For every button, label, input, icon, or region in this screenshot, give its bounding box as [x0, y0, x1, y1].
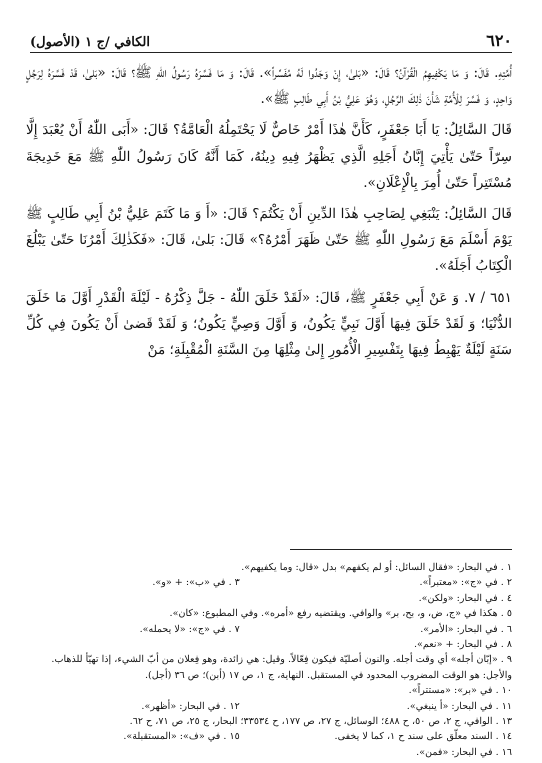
page-header	[30, 28, 512, 53]
footnote: ٥ . هكذا في «ج، ض، و، بح، بر» والوافي. ويقتضيه رفع «أمره». وفي المطبوع: «كان».	[169, 608, 512, 620]
footnote-row	[26, 745, 512, 760]
footnote: ٦ . في البحار: «الأمر».	[420, 623, 512, 635]
footnote-row	[26, 714, 512, 729]
footnote: ٧ . في «ج»: «لا يحمله».	[139, 623, 240, 635]
footnote: ١٦ . في البحار: «فمن».	[416, 746, 512, 758]
footnote: ١٤ . السند معلّق على سند ح ١، كما لا يخفى.	[334, 731, 512, 743]
footnote: ٣ . في «ب»: + «و».	[152, 577, 240, 589]
footnote: ١٥ . في «ف»: «المستقبلة».	[123, 731, 240, 743]
footnote-row	[26, 560, 512, 575]
footnote-row	[26, 683, 512, 698]
footnote-row	[26, 699, 512, 714]
paragraph: قَالَ السَّائِلُ: يَنْبَغِي لِصَاحِبِ هٰذَا الدِّينِ أَنْ يَكْتُمَ؟ قَالَ: «أَ وَ مَا كَتَمَ عَلِيُّ بْنُ أَبِي طَالِبٍ ﷺ يَوْمَ أَسْلَمَ مَعَ رَسُولِ اللّٰهِ ﷺ حَتّىٰ ظَهَرَ أَمْرُهُ؟» قَالَ: بَلىٰ، قَالَ: «فَكَذٰلِكَ أَمْرُنَا حَتّىٰ يَبْلُغَ الْكِتَابُ أَجَلَهُ».	[26, 206, 512, 275]
footnote-row	[26, 575, 512, 590]
main-text	[26, 60, 512, 363]
footnote: ٤ . في البحار: «ولكن».	[418, 592, 512, 604]
footnote-row	[26, 637, 512, 652]
footnote: ٨ . في البحار: + «نعم».	[413, 639, 512, 651]
footnotes	[26, 560, 512, 760]
footnote-row	[26, 606, 512, 621]
footnote: ١٣ . الوافي، ج ٢، ص ٥٠، ح ٤٨٨؛ الوسائل، ج ٢٧، ص ١٧٧، ح ٣٣٥٣٤؛ البحار، ج ٢٥، ص ٧١، ح ٦٢.	[129, 716, 512, 728]
footnote: ١ . في البحار: «فقال السائل: أو لم يكفهم» بدل «قال: وما يكفيهم».	[241, 562, 512, 573]
footnote-divider	[290, 549, 512, 550]
footnote: ١٠ . في «بر»: «مستتراً».	[408, 685, 512, 697]
page-number: ٦٢٠	[486, 31, 512, 50]
footnote-row	[26, 652, 512, 683]
paragraph: ٦٥١ / ٧. وَ عَنْ أَبِي جَعْفَرٍ ﷺ، قَالَ: «لَقَدْ خَلَقَ اللّٰهُ - جَلَّ ذِكْرُهُ - لَيْلَةَ الْقَدْرِ أَوَّلَ مَا خَلَقَ الدُّنْيَا؛ وَ لَقَدْ خَلَقَ فِيهَا أَوَّلَ نَبِيٍّ يَكُونُ، وَ أَوَّلَ وَصِيٍّ يَكُونُ؛ وَ لَقَدْ قَضىٰ أَنْ يَكُونَ فِي كُلِّ سَنَةٍ لَيْلَةٌ يَهْبِطُ فِيهَا بِتَفْسِيرِ الْأُمُورِ إِلىٰ مِثْلِهَا مِنَ السَّنَةِ الْمُقْبِلَةِ؛ مَنْ	[26, 289, 512, 359]
paragraph: أُمَّتِهِ. قَالَ: وَ مَا يَكْفِيهِمُ الْقُرْآنُ؟ قَالَ: «بَلىٰ، إِنْ وَجَدُوا لَهُ مُفَسِّراً». قَالَ: وَ مَا فَسَّرَهُ رَسُولُ اللّٰهِ ﷺ؟ قَالَ: «بَلىٰ، قَدْ فَسَّرَهُ لِرَجُلٍ وَاحِدٍ، وَ فَسَّرَ لِلْأُمَّةِ شَأْنَ ذٰلِكَ الرَّجُلِ، وَهُوَ عَلِيُّ بْنُ أَبِي طَالِبٍ ﷺ».	[26, 65, 512, 108]
footnote: ٩ . «إبّان أجله» أي وقت أجله. والنون أصليّة فيكون فِعّالاً. وقيل: هي زائدة، وهو فِعلان من أبّ الشيء، إذا تهيّأ للذهاب. والأجل: هو الوقت المضروب المحدود في المستقبل. النهاية، ج ١، ص ١٧ (أبن)؛ ص ٣٦ (أجل).	[51, 654, 512, 681]
footnote: ١١ . في البحار: «أ ينبغي».	[406, 700, 512, 712]
footnote-row	[26, 591, 512, 606]
paragraph: قَالَ السَّائِلُ: يَا أَبَا جَعْفَرٍ، كَأَنَّ هٰذَا أَمْرٌ خَاصٌّ لَا يَحْتَمِلُهُ الْعَامَّةُ؟ قَالَ: «أَبَى اللّٰهُ أَنْ يُعْبَدَ إِلَّا سِرّاً حَتّىٰ يَأْتِيَ إِبَّانُ أَجَلِهِ الَّذِي يَظْهَرُ فِيهِ دِينُهُ، كَمَا أَنَّهُ كَانَ رَسُولُ اللّٰهِ ﷺ مَعَ خَدِيجَةَ مُسْتَتِراً حَتّىٰ أُمِرَ بِالْإِعْلَانِ».	[26, 122, 512, 191]
footnote-row	[26, 729, 512, 744]
footnote-row	[26, 622, 512, 637]
footnote: ١٢ . في البحار: «أظهر».	[141, 700, 240, 712]
running-title: الكافي /ج ١ (الأصول)	[30, 35, 151, 50]
footnote: ٢ . في «ج»: «معتبراً».	[419, 577, 512, 589]
